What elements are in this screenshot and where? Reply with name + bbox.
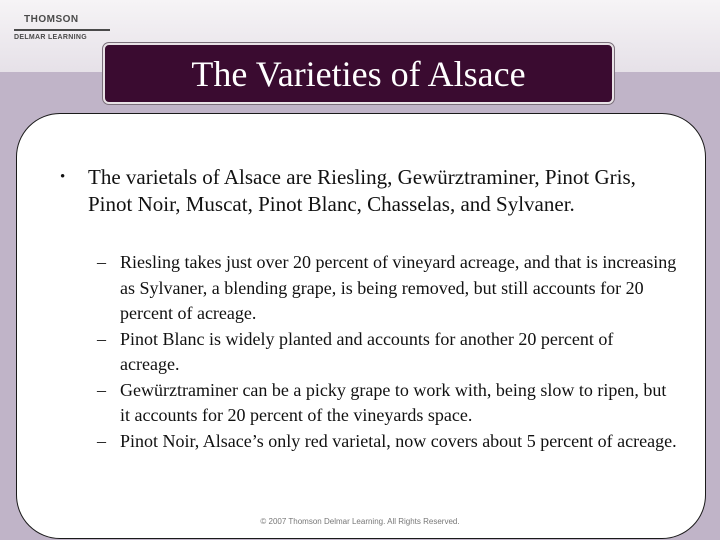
publisher-logo [14,15,110,41]
sub-bullet-item [97,378,677,429]
sub-bullet-text: Gewürztraminer can be a picky grape to work with, being slow to ripen, but it accounts for 20 percent of the vineyards space. [120,379,667,425]
sub-bullet-item [97,327,677,378]
sub-bullet-marker: – [97,252,106,272]
sub-bullet-marker: – [97,328,106,349]
main-bullet-text: The varietals of Alsace are Riesling, Gewürztraminer, Pinot Gris, Pinot Noir, Muscat, Pinot Blanc, Chasselas, and Sylvaner. [88,165,636,216]
logo-line-2: DELMAR LEARNING [14,34,87,41]
sub-bullet-list [97,250,677,454]
copyright-footer: © 2007 Thomson Delmar Learning. All Rights Reserved. [260,517,460,526]
sub-bullet-text: Pinot Blanc is widely planted and accounts for another 20 percent of acreage. [120,328,614,374]
logo-line-1: THOMSON [24,14,79,25]
logo-divider [14,29,110,31]
sub-bullet-marker: – [97,430,106,451]
sub-bullet-item [97,429,677,455]
slide-title: The Varieties of Alsace [191,53,526,94]
slide-content-panel [16,113,706,539]
sub-bullet-item [97,250,677,327]
sub-bullet-text: Riesling takes just over 20 percent of vineyard acreage, and that is increasing as Sylvaner, a blending grape, is being removed, but still accounts for 20 percent of acreage. [120,252,677,323]
sub-bullet-marker: – [97,379,106,400]
slide-title-box [103,43,614,104]
main-bullet [60,164,670,218]
bullet-marker: • [60,169,66,185]
sub-bullet-text: Pinot Noir, Alsace’s only red varietal, now covers about 5 percent of acreage. [120,430,677,451]
